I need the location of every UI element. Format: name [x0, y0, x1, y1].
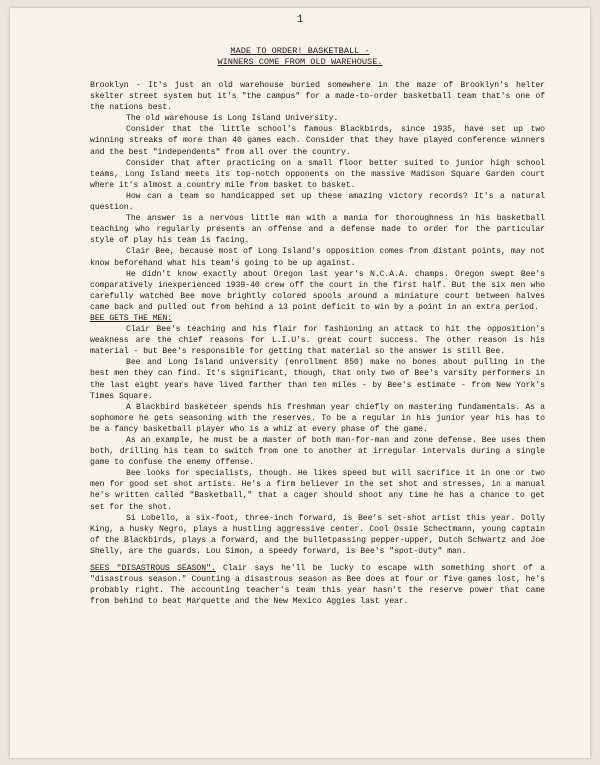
paragraph: Si Lobello, a six-foot, three-inch forward, is Bee's set-shot artist this year. Dolly King, a husky Negro, plays a hustling aggressive center. Cool Ossie Schectmann, young captain of the Blackbirds, plays a forward, and the bulletpassing pepper-upper, Dutch Schwartz and Joe Shelly, are the guards. Lou Simon, a speedy forward, is Bee's "spot-duty" man. — [90, 513, 545, 556]
paragraph: Bee and Long Island university (enrollment 850) make no bones about pulling in the best men they can find. It's significant, though, that only two of Bee's varsity performers in the last eight years have lived farther than ten miles - by Bee's estimate - from New York's Times Square. — [90, 358, 545, 401]
paragraph-lead: SEES "DISASTROUS SEASON". — [90, 564, 216, 574]
paragraph: Bee looks for specialists, though. He likes speed but will sacrifice it in one or two men for good set shot artists. He's a firm believer in the set shot and stresses, in a manual he's written called "Basketball," that a cager should shoot any time he has a chance to get set for the shot. — [90, 469, 545, 512]
paragraph-rest: Clair says he'll be lucky to escape with something short of a "disastrous season." Counting a disastrous season as Bee does at four or five games lost, he's probably right. The accounting teacher's team this year hasn't the reserve power that came from behind to beat Marquette and the New Mexico Aggies last year. — [90, 564, 545, 607]
paragraph — [90, 563, 545, 607]
paragraph: Brooklyn - It's just an old warehouse buried somewhere in the maze of Brooklyn's helter skelter street system but it's "the campus" for a made-to-order basketball team that's one of the nations best. — [90, 81, 545, 113]
article-body — [90, 80, 545, 607]
paragraph: Clair Bee's teaching and his flair for fashioning an attack to hit the opposition's weakness are the chief reasons for L.I.U's. great court success. The other reason is his material - but Bee's responsible for getting that material so the answer is still Bee. — [90, 325, 545, 357]
paragraph: Consider that the little school's famous Blackbirds, since 1935, have set up two winning streaks of more than 40 games each. Consider that they have played conference winners and the best "independents" from all over the country. — [90, 125, 545, 157]
subhead: BEE GETS THE MEN: — [90, 313, 173, 323]
paragraph: A Blackbird basketeer spends his freshman year chiefly on mastering fundamentals. As a sophomore he gets seasoning with the reserves. To be a regular in his junior year his has to be a fancy basketball player who is a whiz at every phase of the game. — [90, 402, 545, 434]
paragraph: The old warehouse is Long Island University. — [126, 114, 339, 124]
paragraph: How can a team so handicapped set up these amazing victory records? It's a natural question. — [90, 191, 545, 213]
paragraph: Clair Bee, because most of Long Island's opposition comes from distant points, may not know beforehand what his team's going to be up against. — [90, 247, 545, 268]
paragraph: The answer is a nervous little man with a mania for thoroughness in his basketball teaching who regularly presents an offense and a defense made to order for the particular style of play his team is facing. — [90, 214, 545, 246]
paragraph: As an example, he must be a master of both man-for-man and zone defense. Bee uses them both, drilling his team to switch from one to another at irregular intervals during a single game to confuse the enemy offense. — [90, 436, 545, 468]
paragraph: Consider that after practicing on a small floor better suited to junior high school teams, Long Island meets its top-notch opponents on the massive Madison Square Garden court where it's almost a country mile from basket to basket. — [90, 158, 545, 190]
typewritten-page — [10, 8, 590, 758]
paragraph: He didn't know exactly about Oregon last year's N.C.A.A. champs. Oregon swept Bee's comparatively inexperienced 1939-40 crew off the court in the first half. But the six men who carefully watched Bee move brightly colored spools around a miniature court between halves came back and pulled out from behind a 13 point deficit to win by a point in an extra period. — [90, 269, 545, 312]
headline-line-1: MADE TO ORDER! BASKETBALL - — [230, 46, 370, 56]
headline — [10, 46, 590, 68]
page-number: 1 — [296, 14, 304, 26]
headline-line-2: WINNERS COME FROM OLD WAREHOUSE. — [217, 57, 383, 67]
